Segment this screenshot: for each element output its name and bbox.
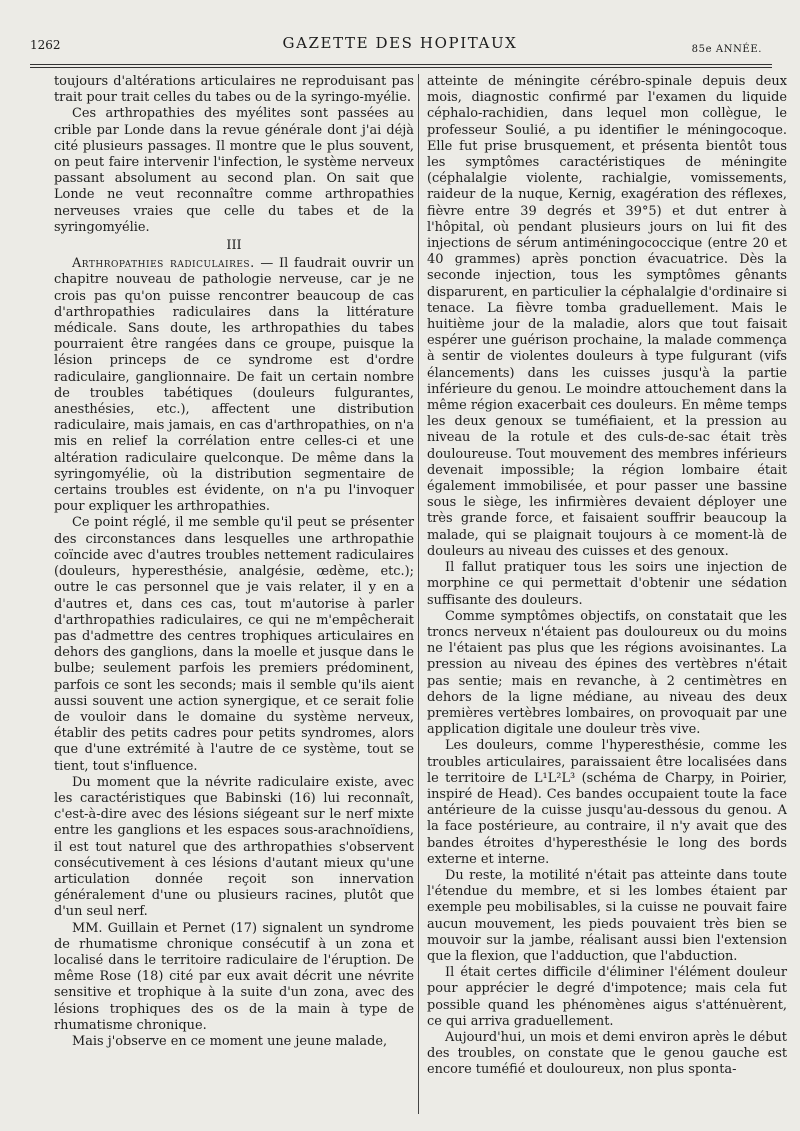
header-rule-double [30,67,772,68]
paragraph: Ce point réglé, il me semble qu'il peut se présenter des circonstances dans lesquelles une arthropathie coïncide avec d'autres troubles nettement radiculaires (douleurs, hyperesthésie, analgésie, œdème, etc.); outre le cas personnel que je vais relater, il y en a d'autres et, dans ces cas, tout m'autorise à parler d'arthropathies radiculaires, ce qui ne m'empêcherait pas d'admettre des centres trophiques articulaires en dehors des ganglions, dans la moelle et jusque dans le bulbe; seulement parfois les premiers prédominent, parfois ce sont les seconds; mais il semble qu'ils aient aussi souvent une action synergique, et ce serait folie de vouloir dans le domaine du système nerveux, établir des petits cadres pour petits syndromes, alors que d'une extrémité à l'autre de ce système, tout se tient, tout s'influence. [54,515,414,774]
paragraph: Ces arthropathies des myélites sont passées au crible par Londe dans la revue générale dont j'ai déjà cité plusieurs passages. Il montre que le plus souvent, on peut faire intervenir l'infection, le système nerveux passant absolument au second plan. On sait que Londe ne veut reconnaître comme arthropathies nerveuses vraies que celle du tabes et de la syringomyélie. [54,106,414,235]
page-header [30,30,770,64]
running-title: GAZETTE DES HOPITAUX [282,34,518,52]
section-heading: Arthropathies radiculaires. [72,256,255,272]
paragraph: MM. Guillain et Pernet (17) signalent un syndrome de rhumatisme chronique consécutif à un zona et localisé dans le territoire radiculaire de l'éruption. De même Rose (18) cité par eux avait décrit une névrite sensitive et trophique à la suite d'un zona, avec des lésions trophiques des os de la main à type de rhumatisme chronique. [54,920,414,1033]
paragraph: toujours d'altérations articulaires ne reproduisant pas trait pour trait celles du tabes ou de la syringo-myélie. [54,74,414,106]
paragraph [54,256,414,515]
paragraph: Du moment que la névrite radiculaire existe, avec les caractéristiques que Babinski (16) lui reconnaît, c'est-à-dire avec des lésions siégeant sur le nerf mixte entre les ganglions et les espaces sous-arachnoïdiens, il est tout naturel que des arthropathies s'observent consécutivement à ces lésions d'autant mieux qu'une articulation donnée reçoit son innervation généralement d'une ou plusieurs racines, plutôt que d'un seul nerf. [54,774,414,920]
paragraph: Mais j'observe en ce moment une jeune malade, [72,1033,388,1049]
year-label: 85e ANNÉE. [691,44,762,55]
paragraph-body: — Il faudrait ouvrir un chapitre nouveau de pathologie nerveuse, car je ne crois pas qu'on puisse rencontrer beaucoup de cas d'arthropathies radiculaires dans la littérature médicale. Sans doute, les arthropathies du tabes pourraient être rangées dans ce groupe, puisque la lésion princeps de ce syndrome est d'ordre radiculaire, ganglionnaire. De fait un certain nombre de troubles tabétiques (douleurs fulgurantes, anesthésies, etc.), affectent une distribution radiculaire, mais jamais, en cas d'arthropathies, on n'a mis en relief la corrélation entre celles-ci et une altération radiculaire quelconque. De même dans la syringomyélie, où la distribution segmentaire de certains troubles est évidente, on n'a pu l'invoquer pour expliquer les arthropathies. [54,256,414,515]
section-number: III [226,238,242,254]
paragraph: Les douleurs, comme l'hyperesthésie, comme les troubles articulaires, paraissaient être localisées dans le territoire de L¹L²L³ (schéma de Charpy, in Poirier, inspiré de Head). Ces bandes occupaient toute la face antérieure de la cuisse jusqu'au-dessous du genou. A la face postérieure, au contraire, il n'y avait que des bandes étroites d'hyperesthésie le long des bords externe et interne. [427,738,787,867]
page-number: 1262 [30,38,61,52]
column-separator [418,74,419,1114]
paragraph: Il était certes difficile d'éliminer l'élément douleur pour apprécier le degré d'impotence; mais cela fut possible quand les phénomènes aigus s'atténuèrent, ce qui arriva graduellement. [427,965,787,1029]
left-column [54,74,414,1050]
paragraph: Aujourd'hui, un mois et demi environ après le début des troubles, on constate que le genou gauche est encore tuméfié et douloureux, non plus sponta- [427,1029,787,1078]
paragraph: Du reste, la motilité n'était pas atteinte dans toute l'étendue du membre, et si les lombes étaient par exemple peu mobilisables, si la cuisse ne pouvait faire aucun mouvement, les pieds pouvaient très bien se mouvoir sur la jambe, réalisant aussi bien l'extension que la flexion, que l'adduction, que l'abduction. [427,867,787,964]
paragraph: Comme symptômes objectifs, on constatait que les troncs nerveux n'étaient pas douloureux ou du moins ne l'étaient pas plus que les régions avoisinantes. La pression au niveau des épines des vertèbres n'était pas sentie; mais en revanche, à 2 centimètres en dehors de la ligne médiane, au niveau des deux premières vertèbres lombaires, on provoquait par une application digitale une douleur très vive. [427,608,787,738]
right-column [427,74,787,1079]
paragraph: Il fallut pratiquer tous les soirs une injection de morphine ce qui permettait d'obtenir une sédation suffisante des douleurs. [427,560,787,608]
paragraph: atteinte de méningite cérébro-spinale depuis deux mois, diagnostic confirmé par l'examen du liquide céphalo-rachidien, dans lequel mon collègue, le professeur Soulié, a pu identifier le méningocoque. Elle fut prise brusquement, et présenta bientôt tous les symptômes caractéristiques de méningite (céphalalgie violente, rachialgie, vomissements, raideur de la nuque, Kernig, exagération des réflexes, fièvre entre 39 degrés et 39°5) et dut entrer à l'hôpital, où pendant plusieurs jours on lui fit des injections de sérum antiméningococcique (entre 20 et 40 grammes) après ponction évacuatrice. Dès la seconde injection, tous les symptômes gênants disparurent, en particulier la céphalalgie d'ordinaire si tenace. La fièvre tomba graduellement. Mais le huitième jour de la maladie, alors que tout faisait espérer une guérison prochaine, la malade commença à sentir de violentes douleurs à type fulgurant (vifs élancements) dans les cuisses jusqu'à la partie inférieure du genou. Le moindre attouchement dans la même région exacerbait ces douleurs. En même temps les deux genoux se tuméfiaient, et la pression au niveau de la rotule et des culs-de-sac était très douloureuse. Tout mouvement des membres inférieurs devenait impossible; la région lombaire était également immobilisée, et pour passer une bassine sous le siège, les infirmières devaient déployer une très grande force, et faisaient souffrir beaucoup la malade, qui se plaignait toujours à ce moment-là de douleurs au niveau des cuisses et des genoux. [427,74,787,559]
header-rule [30,64,772,65]
